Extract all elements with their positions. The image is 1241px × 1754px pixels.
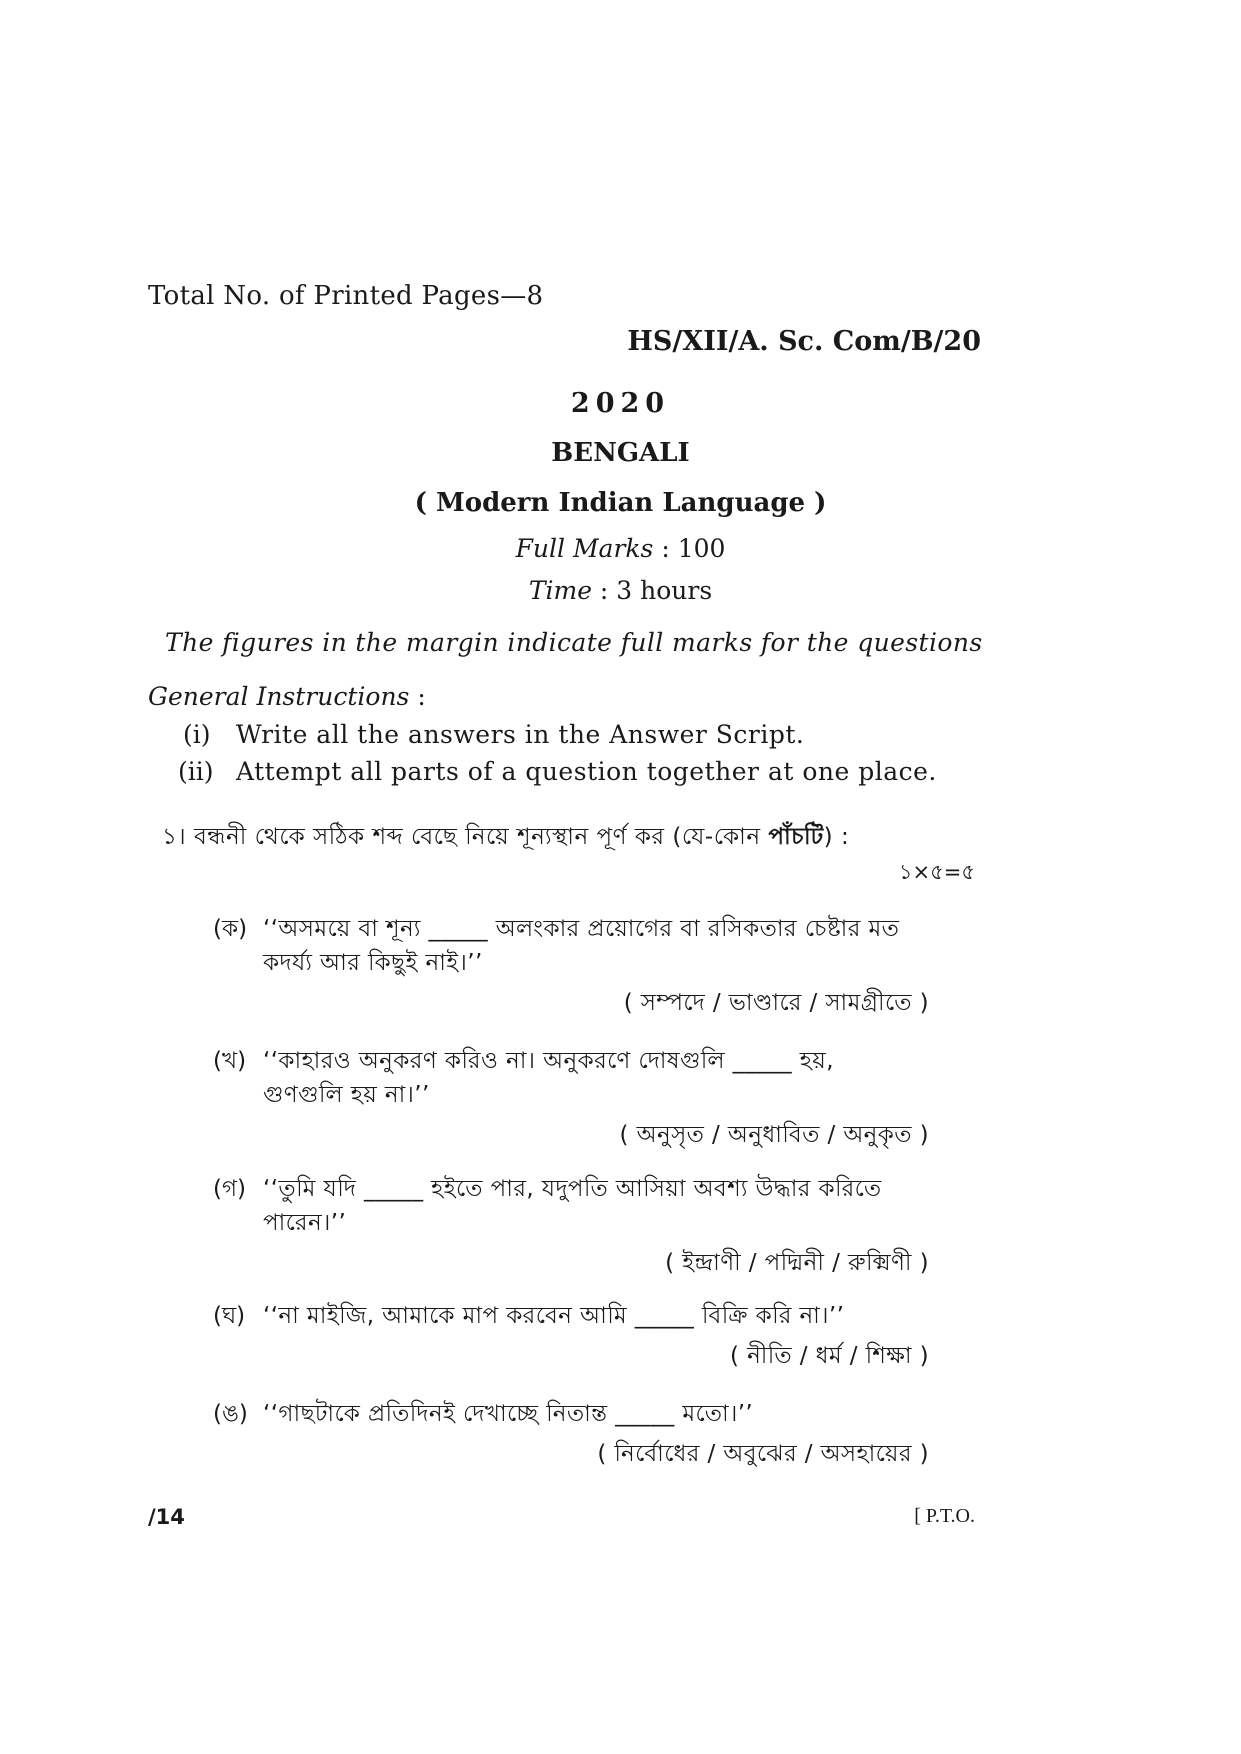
subject-title: BENGALI (551, 438, 690, 468)
question-1-marks: ১×৫=৫ (898, 860, 975, 884)
instruction-number: (i) (183, 720, 211, 749)
item-label: (ঘ) (213, 1303, 246, 1329)
full-marks (0, 534, 1241, 563)
total-pages: Total No. of Printed Pages—8 (148, 281, 544, 311)
general-instructions-heading (148, 682, 426, 711)
general-instructions-colon: : (409, 682, 426, 711)
item-line: কদর্য্য আর কিছুই নাই।’’ (263, 950, 483, 976)
exam-time (0, 576, 1241, 605)
item-line: পারেন।’’ (263, 1210, 347, 1236)
full-marks-label: Full Marks (515, 534, 654, 563)
footer-pto: [ P.T.O. (914, 1505, 975, 1527)
paper-code: HS/XII/A. Sc. Com/B/20 (627, 326, 981, 357)
time-label: Time (528, 576, 592, 605)
question-text-after: ) : (823, 824, 850, 850)
exam-year: 2020 (570, 388, 671, 419)
footer-page-code: /14 (148, 1505, 185, 1529)
item-label: (গ) (213, 1176, 247, 1202)
general-instructions-label: General Instructions (148, 682, 410, 711)
time-value: : 3 hours (591, 576, 713, 605)
item-options: ( নির্বোধের / অবুঝের / অসহায়ের ) (597, 1441, 929, 1467)
instruction-text: Write all the answers in the Answer Script. (236, 720, 805, 749)
item-options: ( অনুসৃত / অনুধাবিত / অনুকৃত ) (619, 1122, 929, 1148)
item-label: (ক) (213, 916, 248, 942)
item-options: ( নীতি / ধর্ম / শিক্ষা ) (729, 1343, 929, 1369)
full-marks-value: : 100 (653, 534, 726, 563)
item-label: (খ) (213, 1048, 247, 1074)
item-line: ‘‘অসময়ে বা শূন্য _____ অলংকার প্রয়োগের বা রসিকতার চেষ্টার মত (263, 916, 900, 942)
subject-subtitle: ( Modern Indian Language ) (414, 488, 827, 518)
item-options: ( ইন্দ্রাণী / পদ্মিনী / রুক্মিণী ) (665, 1250, 929, 1276)
item-label: (ঙ) (213, 1401, 248, 1427)
instruction-text: Attempt all parts of a question together at one place. (236, 757, 937, 786)
item-line: গুণগুলি হয় না।’’ (263, 1082, 430, 1108)
item-line: ‘‘না মাইজি, আমাকে মাপ করবেন আমি _____ বিক্রি করি না।’’ (263, 1303, 845, 1329)
figures-note: The figures in the margin indicate full marks for the questions (165, 628, 983, 657)
item-line: ‘‘কাহারও অনুকরণ করিও না। অনুকরণে দোষগুলি _____ হয়, (263, 1048, 834, 1074)
instruction-number: (ii) (178, 757, 214, 786)
question-text-bold: পাঁচটি (768, 824, 824, 850)
item-line: ‘‘গাছটাকে প্রতিদিনই দেখাচ্ছে নিতান্ত _____ মতো।’’ (263, 1401, 754, 1427)
question-number: ১। (162, 824, 187, 850)
question-1-prompt (162, 818, 849, 857)
question-text-before: বন্ধনী থেকে সঠিক শব্দ বেছে নিয়ে শূন্যস্থান পূর্ণ কর (যে-কোন (186, 824, 769, 850)
item-options: ( সম্পদে / ভাণ্ডারে / সামগ্রীতে ) (623, 990, 929, 1016)
item-line: ‘‘তুমি যদি _____ হইতে পার, যদুপতি আসিয়া অবশ্য উদ্ধার করিতে (263, 1176, 882, 1202)
